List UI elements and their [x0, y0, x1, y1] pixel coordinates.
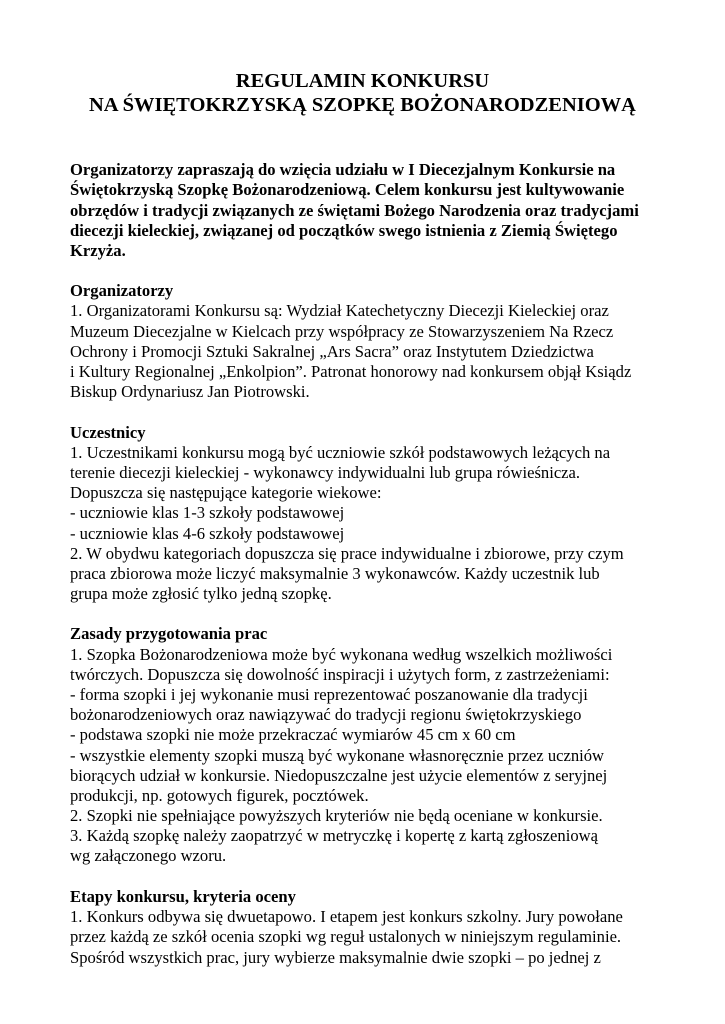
paragraph-line: 1. Konkurs odbywa się dwuetapowo. I etapem jest konkurs szkolny. Jury powołane [70, 907, 623, 926]
intro-line: Organizatorzy zapraszają do wzięcia udziału w I Diecezjalnym Konkursie na [70, 160, 616, 179]
paragraph-line: 1. Uczestnikami konkursu mogą być uczniowie szkół podstawowych leżących na [70, 443, 611, 462]
paragraph-line: terenie diecezji kieleckiej - wykonawcy indywidualni lub grupa rówieśnicza. [70, 463, 581, 482]
paragraph-line: 2. Szopki nie spełniające powyższych kryteriów nie będą oceniane w konkursie. [70, 806, 603, 825]
intro-line: obrzędów i tradycji związanych ze świętami Bożego Narodzenia oraz tradycjami [70, 201, 639, 220]
intro-line: Krzyża. [70, 241, 126, 260]
paragraph-line: biorących udział w konkursie. Niedopuszczalne jest użycie elementów z seryjnej [70, 766, 608, 785]
intro-line: Świętokrzyską Szopkę Bożonarodzeniową. Celem konkursu jest kultywowanie [70, 180, 625, 199]
paragraph-line: 1. Organizatorami Konkursu są: Wydział Katechetyczny Diecezji Kieleckiej oraz [70, 301, 609, 320]
paragraph-line: - uczniowie klas 4-6 szkoły podstawowej [70, 524, 345, 543]
paragraph-line: Dopuszcza się następujące kategorie wiekowe: [70, 483, 382, 502]
paragraph-line: praca zbiorowa może liczyć maksymalnie 3 wykonawców. Każdy uczestnik lub [70, 564, 600, 583]
paragraph-line: 3. Każdą szopkę należy zaopatrzyć w metryczkę i kopertę z kartą zgłoszeniową [70, 826, 598, 845]
paragraph-line: przez każdą ze szkół ocenia szopki wg reguł ustalonych w niniejszym regulaminie. [70, 927, 622, 946]
paragraph-line: twórczych. Dopuszcza się dowolność inspiracji i użytych form, z zastrzeżeniami: [70, 665, 610, 684]
paragraph-line: - podstawa szopki nie może przekraczać wymiarów 45 cm x 60 cm [70, 725, 516, 744]
paragraph-line: - uczniowie klas 1-3 szkoły podstawowej [70, 503, 345, 522]
paragraph-line: Muzeum Diecezjalne w Kielcach przy współpracy ze Stowarzyszeniem Na Rzecz [70, 322, 614, 341]
paragraph-line: wg załączonego wzoru. [70, 846, 227, 865]
paragraph-line: 1. Szopka Bożonarodzeniowa może być wykonana według wszelkich możliwości [70, 645, 613, 664]
paragraph-line: grupa może zgłosić tylko jedną szopkę. [70, 584, 332, 603]
paragraph-line: produkcji, np. gotowych figurek, pocztówek. [70, 786, 369, 805]
paragraph-line: Biskup Ordynariusz Jan Piotrowski. [70, 382, 310, 401]
paragraph-line: i Kultury Regionalnej „Enkolpion”. Patronat honorowy nad konkursem objął Ksiądz [70, 362, 632, 381]
section-heading-uczestnicy: Uczestnicy [70, 423, 146, 442]
paragraph-line: - wszystkie elementy szopki muszą być wykonane własnoręcznie przez uczniów [70, 746, 605, 765]
intro-line: diecezji kieleckiej, związanej od początków swego istnienia z Ziemią Świętego [70, 221, 618, 240]
section-heading-etapy: Etapy konkursu, kryteria oceny [70, 887, 296, 906]
section-heading-organizatorzy: Organizatorzy [70, 281, 174, 300]
paragraph-line: 2. W obydwu kategoriach dopuszcza się prace indywidualne i zbiorowe, przy czym [70, 544, 624, 563]
document-title-line-2: NA ŚWIĘTOKRZYSKĄ SZOPKĘ BOŻONARODZENIOWĄ [89, 94, 636, 116]
paragraph-line: Spośród wszystkich prac, jury wybierze maksymalnie dwie szopki – po jednej z [70, 948, 601, 967]
document-title-line-1: REGULAMIN KONKURSU [235, 70, 490, 92]
paragraph-line: bożonarodzeniowych oraz nawiązywać do tradycji regionu świętokrzyskiego [70, 705, 582, 724]
paragraph-line: Ochrony i Promocji Sztuki Sakralnej „Ars Sacra” oraz Instytutem Dziedzictwa [70, 342, 594, 361]
paragraph-line: - forma szopki i jej wykonanie musi reprezentować poszanowanie dla tradycji [70, 685, 588, 704]
section-heading-zasady: Zasady przygotowania prac [70, 624, 268, 643]
